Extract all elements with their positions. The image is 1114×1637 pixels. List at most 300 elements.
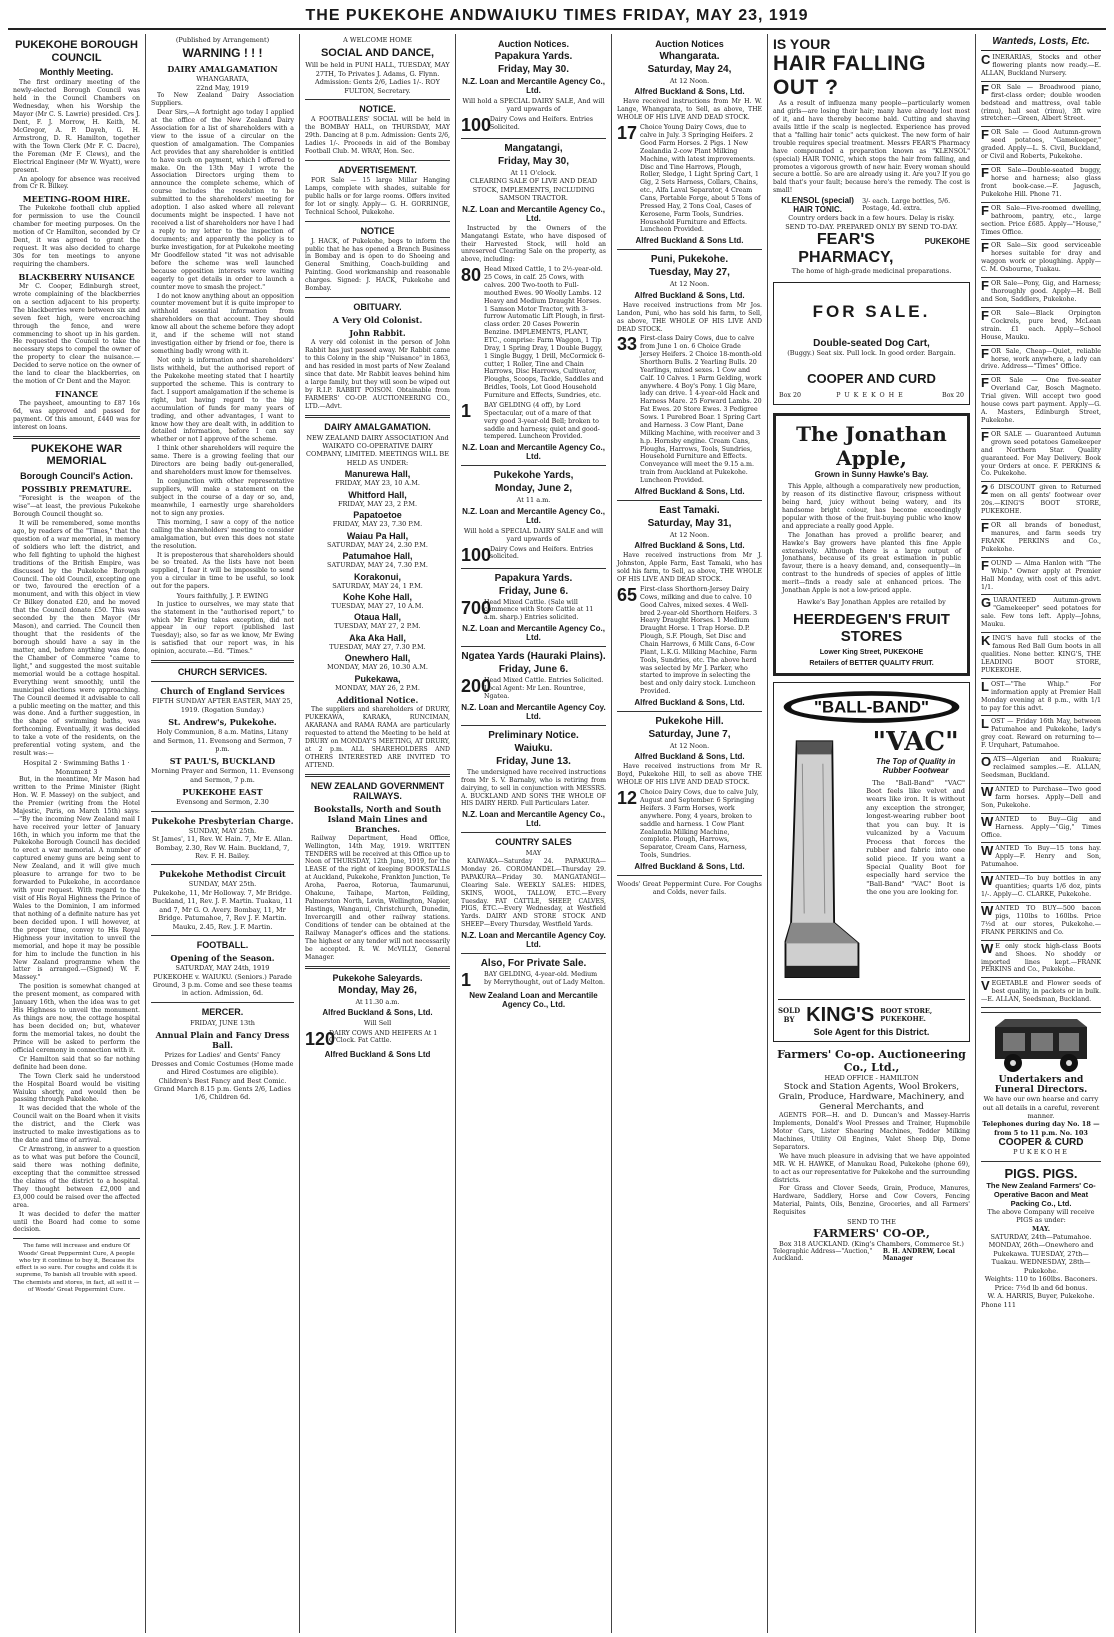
sale-intro: Have received instructions from Mr J. Johnston, Apple Farm, East Tamaki, who has sold his farm, to Sell, as above, THE WHOLE OF HIS LIVE AND DEAD STOCK. <box>617 552 762 584</box>
for-sale-detail: (Buggy.) Seat six. Pull lock. In good order. Bargain. <box>787 348 956 357</box>
sale-place: Whangarata. <box>659 51 720 62</box>
meeting-hall-name: Otaua Hall, <box>353 612 401 623</box>
notice-body: Will be held in PUNI HALL, TUESDAY, MAY 27TH, To Privates J. Adams, G. Flynn. Admission: Gents 2/6, Ladies 1/-. ROY FULTON, Secretary. <box>305 61 450 95</box>
section-heading: POSSIBLY PREMATURE. <box>21 484 132 495</box>
pigs-intro: The above Company will receive PIGS as under: <box>987 1207 1095 1225</box>
classified-ad <box>981 484 1101 516</box>
church-heading: St. Andrew's, Pukekohe. <box>168 717 277 728</box>
kings-row <box>778 999 965 1027</box>
ballband-ad <box>773 682 970 1042</box>
classified-text: ANTED to Purchase—Two good farm horses. Apply—Dell and Son, Pukekohe. <box>981 785 1101 809</box>
classified-text: ANTED to Buy—Gig and Harness. Apply—"Gig," Times Office. <box>981 815 1101 839</box>
auctioneer: N.Z. Loan and Mercantile Agency Co., Ltd. <box>462 810 605 829</box>
paragraph: Cr Hamilton said that so far nothing definite had been done. <box>13 1055 140 1071</box>
divider <box>981 678 1101 679</box>
masthead: THE PUKEKOHE ANDWAIUKU TIMES FRIDAY, MAY 23, 1919 <box>8 4 1106 30</box>
classified-text: OST—"The Whip." For information apply at Premier Hall Monday evening at 8 p.m., with 1/1 to pay for this advt. <box>981 680 1101 712</box>
meeting-hall-name: Pukekawa, <box>354 673 401 684</box>
sale-date: Friday, May 30. <box>498 64 569 75</box>
dateline-date: 22nd May, 1919 <box>196 83 249 92</box>
article-subtitle: Monthly Meeting. <box>39 67 114 78</box>
auctioneer: N.Z. Loan and Mercantile Agency Coy. Ltd. <box>461 931 606 950</box>
classified-ad <box>981 875 1101 899</box>
country-sales-list: KAIWAKA—Saturday 24. PAPAKURA—Monday 26. COROMANDEL—Thursday 29. PAPAKURA—Friday 30. MANGATANGI—Clearing Sale. WEEKLY SALES: HIDES, SKINS, WOOL, TALLOW, ETC.—Every Tuesday. FAT CATTLE, SHEEP, CALVES, PIGS, ETC.—Every Wednesday, at Westfield Yards. DAIRY AND STORE STOCK AND SHEEP—Every Thursday, Westfield Yards. <box>461 857 606 929</box>
sale-time: At 12 Noon. <box>669 530 710 539</box>
church-heading: PUKEKOHE EAST <box>182 787 263 798</box>
boot-illustration <box>778 727 862 997</box>
paragraph: The position is somewhat changed at the present moment, as compared with January 16th, when the idea was to get His Highness to unveil the monument. As things are now, the cottage hospital has been decided on; but, whatever form the memorial takes, no doubt the Prince will be asked to perform the official ceremony in connection with it. <box>13 983 140 1054</box>
classified-initial: F <box>981 375 989 391</box>
divider <box>981 783 1101 784</box>
mercer-title: MERCER. <box>201 1006 244 1017</box>
ball-band-logo <box>778 687 965 727</box>
church-heading: Pukekohe Presbyterian Charge. <box>151 815 294 826</box>
auctioneer: Alfred Buckland & Sons, Ltd. <box>634 87 745 97</box>
divider <box>981 557 1101 558</box>
meeting-hall-time: TUESDAY, MAY 27, 2 P.M. <box>334 622 421 631</box>
auctioneer: N.Z. Loan and Mercantile Agency Co., Ltd. <box>462 204 605 223</box>
classified-ad <box>981 783 1101 810</box>
column-7 <box>976 34 1106 1633</box>
boot-icon <box>778 727 862 997</box>
auctioneer: Alfred Buckland & Sons Ltd <box>324 1049 431 1059</box>
divider <box>151 681 294 682</box>
auctioneer: N.Z. Loan and Mercantile Agency Co., Ltd. <box>462 77 605 95</box>
sale-lot <box>461 402 606 441</box>
classified-initial: L <box>981 716 989 732</box>
section-heading: MEETING-ROOM HIRE. <box>22 194 131 205</box>
classified-ad <box>981 129 1101 161</box>
sale-place: Puni, Pukekohe. <box>650 254 729 266</box>
farmers-coop-ad <box>773 1048 970 1263</box>
classified-initial: V <box>981 978 990 994</box>
fca-agents: AGENTS FOR—H. and D. Duncan's and Massey-Harris Implements, Donald's Wool Presses and Trainer, Hupmobile Motor Cars, Lister Shearing Machines, Tedder Milking Machines, Utility Oil Engines, Valet Sheep Dip, Dome Separators. <box>773 1112 970 1151</box>
fca-box: Box 318 AUCKLAND. (King's Chambers, Commerce St.) <box>779 1239 964 1248</box>
classified-initial: F <box>981 428 989 444</box>
lot-desc: BAY GELDING, 4-year-old. Medium by Merrythought, out of Lady Melton. <box>484 971 605 987</box>
additional-body: The suppliers and shareholders of DRURY, PUKEKAWA, KARAKA, RUNCIMAN, AKARANA and RAMA RAMA are particularly requested to attend the Meeting to be held at DRURY on MONDAY'S MEETING, AT DRURY, at 2 p.m. ALL SHAREHOLDERS AND OTHERS INTERESTED ARE INVITED TO ATTEND. <box>305 706 450 769</box>
classified-ad <box>981 280 1101 304</box>
country-sales-title: COUNTRY SALES <box>495 837 572 848</box>
notice-pre: A WELCOME HOME <box>343 36 412 44</box>
undertakers-phone: Telephones during day No. 18 — from 5 to 11 p.m. No. 103 <box>982 1120 1100 1137</box>
church-heading: Church of England Services <box>160 686 285 697</box>
paragraph: I think other shareholders will require the same. There is a growing feeling that our Directors are being badly out-generalled, and shareholders must know for themselves. <box>151 445 294 477</box>
pigs-title: PIGS. PIGS. <box>1004 1165 1078 1181</box>
sale-intro: Will hold a SPECIAL DAIRY SALE and will yard upwards of <box>463 526 604 544</box>
paragraph: "Foresight is the weapon of the wise"—at least, the previous Pukekohe Borough Council thought so. <box>13 495 140 518</box>
auctioneer: Alfred Buckland & Sons, Ltd. <box>634 290 745 300</box>
sale-date: Saturday, June 7, <box>648 729 731 741</box>
for-sale-box <box>773 282 970 405</box>
divider <box>305 415 450 418</box>
divider <box>305 774 450 777</box>
classified-initial: F <box>981 278 989 294</box>
classified-ad <box>981 242 1101 274</box>
divider <box>305 221 450 222</box>
hair-ad-send: SEND TO-DAY. PREPARED ONLY BY SEND TO-DAY. <box>785 222 958 231</box>
sale-time: At 11 O'clock. <box>510 168 557 177</box>
classified-initial: C <box>981 52 991 67</box>
classified-initial: F <box>981 127 989 143</box>
classified-initial: L <box>981 678 989 694</box>
divider <box>305 99 450 100</box>
hair-ad-body: As a result of influenza many people—particularly women and girls—are losing their hair; many have already lost most of it, and have thereby become bald. Cutting and shaving avails little if the scalp is neglected. Experience has proved that a "falling hair tonic" acts quickest. The new form of hair trouble requires special treatment. Messrs FEAR'S Pharmacy have compounded a preparation known as "KLENSOL" (special) HAIR TONIC, which stops the hair from falling, and promotes a vigorous growth of new hair. Every woman should secure a bottle. So are are already using it. Are you? If you go bald that's your fault; because here's the remedy. The cost is small! <box>773 100 970 195</box>
vac-subtitle: The Top of Quality in Rubber Footwear <box>875 756 956 775</box>
classified-initial: W <box>981 902 994 918</box>
classified-text: OR Sale, Cheap—Quiet, reliable horse, work anywhere, a lady can drive. Address—"Times" Office. <box>981 347 1101 371</box>
classified-initial: F <box>981 307 989 323</box>
lot-count: 100 <box>461 114 492 135</box>
paragraph: The first ordinary meeting of the newly-elected Borough Council was held in the Council Chambers on Wednesday, when his Worship the Mayor (Mr C. S. Lawrie) presided. Crs J. Dent, F. J. Morrow, H. Keith, M. McGregor, A. P. Dayeh, G. H. Armstrong, D. R. Hamilton, together with the Town Clerk (Mr F. C. Dacre), the Foreman (Mr F. Clews), and the Electrical Engineer (Mr W. Wyatt), were present. <box>13 79 140 174</box>
notice-title: NOTICE <box>360 225 395 236</box>
paragraph: An apology for absence was received from Cr R. Bilkey. <box>13 175 140 191</box>
fca-send: SEND TO THE <box>847 1218 896 1227</box>
classified-text: OUND — Alma Hanlon with "The Whip." Owner apply at Premier Hall Monday, with cost of this advt. 1/1. <box>981 559 1101 591</box>
columns <box>8 34 1106 1633</box>
divider <box>617 249 762 250</box>
sale-place: Ngatea Yards (Hauraki Plains). <box>461 651 606 663</box>
classified-ad <box>981 756 1101 780</box>
divider <box>151 935 294 936</box>
lot-count: 65 <box>617 584 638 605</box>
additional-notice: Additional Notice. <box>336 695 419 706</box>
divider <box>981 277 1101 278</box>
classified-initial: F <box>981 240 989 256</box>
sale-place: Papakura Yards. <box>494 51 573 62</box>
divider <box>13 436 140 439</box>
prelim-title: Preliminary Notice. <box>488 729 579 741</box>
country-sales-month: MAY <box>525 849 542 858</box>
apple-subtitle: Grown in Sunny Hawke's Bay. <box>814 470 929 479</box>
divider <box>981 307 1101 308</box>
ball-band-text: "BALL-BAND" <box>813 697 930 717</box>
sale-date: Friday, June 13. <box>496 755 571 767</box>
auctioneer: New Zealand Loan and Mercantile Agency Co., Ltd. <box>469 991 598 1010</box>
notice-body: A FOOTBALLERS' SOCIAL will be held in the BOMBAY HALL, on THURSDAY, MAY 29th. Dancing at 8 p.m. Admission: Gents 2/6, Ladies 1/-. Proceeds in aid of the Bombay Football Club. M. WRAY, Hon. Sec. <box>305 116 450 155</box>
mercer-detail: Prizes for Ladies' and Gents' Fancy Dresses and Comic Costumes (Home made and Hired Costumes are eligible). Children's Best Fancy and Best Comic. Grand March 8.15 p.m. Gents 2/6, Ladies 1/6, Children 6d. <box>151 1051 294 1102</box>
classified-text: OR Sale—Black Orpington Cockrels, pure bred, McLean strain. £1 each. Apply—School House, Mauku. <box>981 309 1101 341</box>
pigs-month: MAY. <box>1032 1224 1050 1233</box>
undertakers-town: PUKEKOHE <box>1013 1148 1069 1157</box>
divider <box>981 940 1101 941</box>
sale-place: Pukekohe Yards, <box>493 470 574 482</box>
meeting-hall-time: FRIDAY, MAY 23, 10 A.M. <box>335 479 420 488</box>
lot-count: 200 <box>461 676 492 697</box>
pigs-phone: Phone 111 <box>981 1300 1016 1309</box>
divider <box>981 753 1101 754</box>
divider <box>461 725 606 726</box>
pharmacy-tagline: The home of high-grade medicinal preparations. <box>791 267 952 276</box>
meeting-hall-time: TUESDAY, MAY 27, 10 A.M. <box>331 601 424 610</box>
football-date: SATURDAY, MAY 24th, 1919 <box>175 964 270 973</box>
divider <box>981 594 1101 595</box>
notice-title: SOCIAL AND DANCE, <box>320 47 435 60</box>
lot-count: 120 <box>305 1028 336 1049</box>
lot-count: 1 <box>461 970 472 991</box>
meeting-hall-time: FRIDAY, MAY 23, 7.30 P.M. <box>332 520 423 529</box>
for-sale-footer <box>779 392 964 399</box>
lot-desc: Dairy Cows and Heifers. Entries Solicited. <box>489 115 593 131</box>
church-detail: Holy Communion, 8 a.m. Matins, Litany and Sermon, 11. Evensong and Sermon, 7 p.m. <box>153 728 292 753</box>
classified-text: ANTED TO BUY—500 bacon pigs, 110lbs to 160lbs. Price 7½d at our stores, Pukekohe.—FRANK PERKINS and Co. <box>981 904 1101 936</box>
lot-desc: First-class Shorthorn-Jersey Dairy Cows, milking and due to calve. 10 Good Calves, mixed sexes. 4 Well-bred 2-year-old Shorthorn Heifers. 3 Heavy Draught Horses. 1 Medium Draught Horse. 1 Trap Horse. D.P. Plough, S.F. Plough, Set Disc and Chain Harrows, 6 Milk Cans, 6-Cow Plant, L.K.G. Milking Machine, Farm Tools, Sundries, etc. The above herd was selected by Mr J. Parker, who started to improve in selecting the best and only dairy stock. Luncheon Provided. <box>640 585 758 696</box>
notice-title: ADVERTISEMENT. <box>338 164 417 175</box>
classified-text: OR all brands of bonedust, manures, and farm seeds try FRANK PERKINS and Co., Pukekohe. <box>981 522 1101 553</box>
heerdegen-tagline: Retailers of BETTER QUALITY FRUIT. <box>809 659 934 667</box>
classified-initial: F <box>981 81 989 97</box>
mercer-event: Annual Plain and Fancy Dress Ball. <box>155 1030 290 1051</box>
divider <box>981 813 1101 814</box>
classified-ad <box>981 81 1101 124</box>
divider <box>981 126 1101 127</box>
classified-ad <box>981 345 1101 372</box>
sale-time: At 11 a.m. <box>516 496 551 505</box>
meeting-hall-time: MONDAY, MAY 26, 2 P.M. <box>335 683 420 692</box>
pigs-company: The New Zealand Farmers' Co-Operative Bacon and Meat Packing Co., Ltd. <box>986 1180 1096 1208</box>
sale-lot <box>461 266 606 400</box>
hair-ad-orders: Country orders back in a few hours. Delay is risky. <box>788 214 955 223</box>
meeting-hall-time: SATURDAY, MAY 24, 1 P.M. <box>332 581 423 590</box>
notice-title: NOTICE. <box>359 104 396 115</box>
paragraph: In conjunction with other representative suppliers, will make a statement on the subject in the course of a day or so, and, meanwhile, I earnestly urge shareholders not to sign any proxies. <box>151 478 294 517</box>
auctioneer: N.Z. Loan and Mercantile Agency Co., Ltd. <box>462 506 605 525</box>
auctioneer: Alfred Buckland & Sons, Ltd. <box>634 486 745 496</box>
fca-title: Farmers' Co-op. Auctioneering Co., Ltd., <box>777 1047 966 1074</box>
section-title: CHURCH SERVICES. <box>177 667 268 678</box>
meeting-hall-name: Patumahoe Hall, <box>342 551 413 562</box>
pharmacy-row <box>773 231 970 267</box>
divider <box>461 832 606 833</box>
column-5 <box>612 34 768 1633</box>
saleyards-title: Pukekohe Saleyards. <box>332 972 423 983</box>
divider <box>151 1002 294 1003</box>
meeting-hall-name: Aka Aka Hall, <box>349 632 406 643</box>
sale-date: Saturday, May 31, <box>647 517 732 529</box>
article-title: WARNING ! ! ! <box>182 46 263 61</box>
pigs-dates: SATURDAY, 24th—Patumahoe. MONDAY, 26th—Onewhero and Pukekawa. TUESDAY, 27th—Tuakau. WEDNESDAY, 28th—Pukekohe. <box>988 1233 1094 1275</box>
lot-count: 12 <box>617 788 638 809</box>
obituary-body: A very old colonist in the person of John Rabbit has just passed away. Mr Rabbit came to this Colony in the ship "Nuisance" in 1863, and has resided in most parts of New Zealand since that date. Mr Rabbit leaves behind him a large family, but they will soon be wiped out by R.I.P. RABBIT POISON. Obtainable from FARMERS' CO-OP. AUCTIONEERING CO., LTD.—Advt. <box>305 339 450 410</box>
classified-text: OR Sale—Pony, Gig, and Harness; thoroughly good. Apply—H. Bell and Son, Saddlers, Pukekohe. <box>981 280 1101 303</box>
meeting-hall-name: Manurewa Hall, <box>344 469 411 480</box>
column-heading: Auction Notices <box>655 39 724 49</box>
paragraph: It will be remembered, some months ago, by readers of the "Times," that the question of a war memorial, in memory of soldiers who left the district, and who fell fighting to uphold the highest traditions of the British Empire, was discussed by the Pukekohe Borough Council. The old Council, excepting one or two, favoured the erection of a monument, and with this object in view Cr Bilkey donated £20, and he moved that the Council donate £50. This was seconded by the then Mayor (Mr Mason), and carried. The Council then thought that the residents of the borough should have a say in the matter, and, before anything was done, the Chamber of Commerce "came to light," and suggested the most suitable memorial would be a cottage hospital. Everything went smoothly, until the municipal elections were approaching. The Council deemed it advisable to call a public meeting on the matter, and this was done. And a further suggestion, in the shape of swimming baths, was forthcoming. Eventually, it was decided to take a vote of the residents, on the preferential voting system, and the result was:— <box>13 519 140 758</box>
vac-title: "VAC" <box>872 726 959 757</box>
notice-body: J. HACK, of Pukekohe, begs to inform the public that he has opened a Branch Business in Bombay and is open to do Shoeing and General Smithing, Coach-building and Painting. Good workmanship and reasonable charges. Signed: J. HACK, Pukekohe and Bombay. <box>305 237 450 293</box>
fca-representative: We have much pleasure in advising that we have appointed MR. W. H. HAWKE, of Manukau Road, Pukekohe (phone 69), to act as our representative for Pukekohe and the surrounding districts. <box>773 1152 970 1184</box>
box-number: Box 20 <box>779 392 801 399</box>
classified-ad <box>981 718 1101 750</box>
apple-body: This Apple, although a comparatively new production, by reason of its distinctive flavour, crispness without being hard, juicy without being watery, and its handsome bright colour, has become exceedingly popular with those of the fruit-buying public who know and appreciate a really good Apple. <box>782 483 961 530</box>
sale-place: East Tamaki. <box>659 504 720 516</box>
sale-date: Friday, May 30, <box>498 155 569 167</box>
sale-lot <box>461 971 606 989</box>
heerdegen-name: HEERDEGEN'S FRUIT STORES <box>793 610 950 645</box>
paragraph: I do not know anything about an opposition counter movement but it is quite improper to withhold essential information from shareholders on that account. They should know all about the scheme before they adopt it, and if the scheme will not stand investigation either by friend or foe, there is something badly wrong with it. <box>151 292 294 356</box>
paragraph: Dear Sirs,—A fortnight ago today I applied at the office of the New Zealand Dairy Association for a list of shareholders with a view to the issue of a circular on the question of amalgamation. The Companies Act provides that any shareholder is entitled to have such on payment, which I offered to make. On the 13th May I wrote the Association Directors urging them to announce the complete scheme, which of course includes the resolution to be submitted to the shareholders' meeting for adoption. I also asked where all relevant documents might be inspected. I have not received a list of shareholders nor have I had a reply to my letter to the inspection of documents; and apparently the policy is to burke investigation, for at Pukekohe meeting Mr Goodfellow stated "it was not advisable before the scheme was well launched because opposition interests were waiting eagerly to get details in order to launch a counter move to smash the project." <box>151 108 294 291</box>
railways-title: NEW ZEALAND GOVERNMENT RAILWAYS. <box>310 780 445 801</box>
divider <box>981 1161 1101 1162</box>
divider <box>981 715 1101 716</box>
article-subtitle: Borough Council's Action. <box>20 471 133 482</box>
sale-date: Monday, June 2, <box>494 483 573 495</box>
auctioneer: Alfred Buckland & Sons, Ltd. <box>634 862 745 871</box>
sale-lot <box>617 789 762 860</box>
notice-body: FOR Sale — 15 large Millar Hanging Lamps, complete with shades, suitable for public halls or for large rooms. Offers invited for lot or singly. Apply— G. H. GORRINGE, Technical School, Pukekohe. <box>305 176 450 216</box>
classified-initial: 2 <box>981 482 989 498</box>
classified-initial: W <box>981 873 994 889</box>
apple-body: The Jonathan has proved a prolific bearer, and Hawke's Bay growers have planted this fine Apple extensively. Although there is a large output of Jonathans, because of its great estimation in public favour, there is a heavy demand, and, consequently—in contrast to the hundreds of species of apples of little merit—finds a ready sale at enhanced prices. The Jonathan Apple is not a low-priced apple. <box>782 531 961 595</box>
pharmacy-town: PUKEKOHE <box>924 237 970 247</box>
box-number: Box 20 <box>942 392 964 399</box>
divider <box>617 711 762 712</box>
classified-text: E only stock high-class Boots and Shoes. No shoddy or imported lines kept.—FRANK PERKINS and Co., Pukekohe. <box>981 942 1101 974</box>
church-detail: FIFTH SUNDAY AFTER EASTER, MAY 25, 1919. (Rogation Sunday.) <box>152 697 293 714</box>
meeting-hall-name: Whitford Hall, <box>348 489 407 500</box>
paragraph: It was decided to defer the matter until the Board had come to some decision. <box>13 1210 140 1234</box>
will-sell: Will Sell <box>363 1019 392 1028</box>
auctioneer: Alfred Buckland & Sons, Ltd. <box>634 752 745 762</box>
classified-text: ING'S have full stocks of the famous Red Ball Gum boots in all qualities. None better. KING'S, THE LEADING BOOT STORE, PUKEKOHE. <box>981 635 1101 674</box>
prelim-body: The undersigned have received instructions from Mr S. V. Barnaby, who is retiring from dairying, to sell in conjunction with MESSRS. A. BUCKLAND AND SONS THE WHOLE OF HIS DAIRY HERD. Full Particulars Later. <box>461 768 606 808</box>
divider <box>981 202 1101 203</box>
pharmacy-name: FEAR'S PHARMACY, <box>798 231 894 267</box>
classified-ad <box>981 167 1101 199</box>
article-title: PUKEKOHE BOROUGH COUNCIL <box>15 39 138 64</box>
church-heading: Pukekohe Methodist Circuit <box>159 869 286 880</box>
column-1 <box>8 34 146 1633</box>
divider <box>461 465 606 466</box>
column-3 <box>300 34 456 1633</box>
undertakers-title: Undertakers and Funeral Directors. <box>994 1075 1088 1096</box>
divider <box>151 811 294 812</box>
sale-intro: Have received instructions from Mr R. Boyd, Pukekohe Hill, to sell as above THE WHOLE OF HIS LIVE AND DEAD STOCK. <box>617 763 762 787</box>
divider <box>981 842 1101 843</box>
obituary-subtitle: A Very Old Colonist. <box>332 315 423 326</box>
classified-initial: F <box>981 202 989 218</box>
lot-desc: DAIRY COWS AND HEIFERS At 1 O'Clock. Fat Cattle. <box>329 1029 438 1045</box>
lot-desc: BAY GELDING (4 off), by Lord Spectacular, out of a mare of that very good 3-year-old Bell; broken to saddle and harness; quiet and good-tempered. Luncheon Provided. <box>484 401 600 441</box>
lot-desc: Dairy Cows and Heifers. Entries solicited. <box>490 545 594 561</box>
meeting-halls <box>305 469 450 692</box>
auctioneer: N.Z. Loan and Mercantile Agency Coy. Ltd. <box>461 702 606 721</box>
classified-initial: W <box>981 940 994 956</box>
classified-text: OR Sale — Good Autumn-grown seed potatoes, "Gamekeeper," graded. Apply—L. S. Civil, Buckland, or Civil and Roberts, Pukekohe. <box>981 129 1101 161</box>
sale-lot <box>617 124 762 234</box>
church-detail: St James', 11, Rev. W. Hain. 7, Mr E. Allan. Bombay, 2.30, Rev W. Hain. Buckland, 7, Rev. F. H. Bailey. <box>152 835 293 861</box>
lot-count: 33 <box>617 334 638 355</box>
auctioneer: N.Z. Loan and Mercantile Agency Co., Ltd. <box>462 624 605 643</box>
paragraph: It is preposterous that shareholders should be so treated. As the lists have not been supplied, I fear it will be impossible to send you a circular in time to be useful, so look out for the papers. <box>151 551 294 591</box>
meeting-hall-name: Kohe Kohe Hall, <box>342 591 412 602</box>
classified-ad <box>981 377 1101 425</box>
kings-name: KING'S <box>806 1003 875 1026</box>
fca-manager: B. H. ANDREW, Local Manager <box>882 1248 955 1263</box>
classified-text: OR Sale—Six good serviceable horses suitable for dray and waggon work or ploughing. Apply—C. M. Osbourne, Tuakau. <box>981 242 1101 274</box>
fca-head-office: HEAD OFFICE - HAMILTON <box>824 1073 919 1082</box>
private-sale-title: Also, For Private Sale. <box>480 958 587 970</box>
auctioneer: Alfred Buckland & Sons, Ltd. <box>322 1008 433 1018</box>
classified-ad <box>981 522 1101 554</box>
railways-body: Railway Department, Head Office, Wellington, 14th May, 1919. WRITTEN TENDERS will be received at this Office up to Noon of THURSDAY, 12th June, 1919, for the LEASE of the right of keeping BOOKSTALLS at Auckland, Pukekohe, Frankton Junction, Te Aroha, Paeroa, Rotorua, Taumarunui, Ohakune, Taihape, Marton, Feilding, Palmerston North, Levin, Wellington, Napier, Hastings, Wanganui, Christchurch, Dunedin, Invercargill and other railway stations. Conditions of tender can be obtained at the Railway Manager's offices and the stations. The highest or any tender will not necessarily be accepted. R. W. McVILLY, General Manager. <box>305 834 450 961</box>
sale-intro: Have received instructions from Mr Jos. Landon, Puni, who has sold his farm, to Sell, as above, THE WHOLE OF HIS LIVE AND DEAD STOCK. <box>617 301 762 333</box>
paragraph: Cr Armstrong, in answer to a question as to what was put before the Council, said there was nothing definite, excepting that the committee stressed the claims of the district to a hospital. They thought between £2,000 and £3,000 could be raised over the affected area. <box>13 1146 140 1209</box>
article-title: PUKEKOHE WAR MEMORIAL <box>30 442 123 468</box>
classified-initial: F <box>981 520 989 536</box>
classified-ad <box>981 678 1101 713</box>
paragraph: The Town Clerk said he understood the Hospital Board would be visiting Waiuku shortly, and would then be passing through Pukekohe. <box>13 1072 140 1104</box>
paragraph: The paysheet, amounting to £87 16s 6d, was approved and passed for payment. Of this amount, £440 was for interest on loans. <box>13 400 140 431</box>
byline: (Published by Arrangement) <box>175 36 270 44</box>
vac-body: The "Ball-Band" "VAC" Boot feels like velvet and wears like iron. It is without any exception the stronger, longest-wearing rubber boot that you can buy. It is vulcanized by a Vacuum Process that forces the rubber and fabric into one solid piece. If you want a Special Quality Boot for especially hard service the "Ball-Band" "VAC" Boot is the one you are looking for. <box>866 778 965 897</box>
article-subtitle: DAIRY AMALGAMATION <box>167 64 278 75</box>
classified-initial: O <box>981 754 992 770</box>
undertakers-firm: COOPER & CURD <box>998 1137 1084 1149</box>
dateline-place: WHANGARATA, <box>196 75 249 84</box>
meeting-hall-name: Papatoetoe <box>353 510 402 521</box>
classified-initial: W <box>981 783 994 799</box>
sale-date: Friday, June 6. <box>498 585 569 597</box>
dairy-body: NEW ZEALAND DAIRY ASSOCIATION And WAIKATO CO-OPERATIVE DAIRY COMPANY, LIMITED. MEETINGS WILL BE HELD AS UNDER: <box>306 433 449 467</box>
classified-text: EGETABLE and Flower seeds of best quality, in packets or in bulk.—E. ALLAN, Seedsman, Buckland. <box>981 980 1101 1004</box>
lot-desc: Choice Dairy Cows, due to calve July, August and September. 6 Springing Heifers. 3 Farm Horses, work anywhere. Pony, 4 years, broken to saddle and harness. 1 Cow Plant Zealandia Milking Machine, complete. Plough, Harrows, Separator, Cream Cans, Harness, Tools, Sundries. <box>640 789 759 860</box>
paragraph: It was decided that the whole of the Council wait on the Board when it visits the district, and the Clerk was instructed to make investigations as to the date and time of arrival. <box>13 1105 140 1145</box>
sale-date: Tuesday, May 27, <box>649 267 730 279</box>
classified-text: OR Sale—Five-roomed dwelling, bathroom, pantry, etc., large section. Price £685. Apply—"House," Times Office. <box>981 204 1101 236</box>
football-title: FOOTBALL. <box>196 940 249 951</box>
newspaper-page <box>8 4 1106 1633</box>
mercer-date: FRIDAY, JUNE 13th <box>190 1018 255 1027</box>
classified-ad <box>981 813 1101 840</box>
lot-desc: Choice Young Dairy Cows, due to calve in July. 3 Springing Heifers. 2 Good Farm Horses. 2 Pigs. 1 New Zealandia 2-cow Plant Milking Machine, with latest improvements. Disc and Tine Harrows, Plough, Roller, Sledge, 1 Light Spring Cart, 1 Gig, 2 Sets Harness, Collars, Chains, etc., Alfa Laval Separator, 4 Cream Cans, Portable Forge, about 5 Tons of Pressed Hay, 2 Tons Coal, Cases of Kerosene, Farm Tools, Sundries. Household Furniture and Effects. Luncheon Provided. <box>640 124 761 234</box>
hair-tonic-name: KLENSOL (special) HAIR TONIC. <box>781 196 854 215</box>
fca-products: For Grass and Clover Seeds, Grain, Produce, Manures, Hardware, Saddlery, Horse and Cow Covers, Fencing Material, Paints, Oils, Benzine, Groceries, and all Farmers' Requisites <box>773 1185 970 1217</box>
footer-ad: Woods' Great Peppermint Cure. For Coughs and Colds, never fails. <box>617 880 762 897</box>
classified-text: ANTED To Buy—15 tons hay. Apply—F. Henry and Son, Patumahoe. <box>981 845 1101 869</box>
meeting-hall-time: FRIDAY, MAY 23, 2 P.M. <box>337 499 418 508</box>
hair-ad-price-row <box>773 196 970 214</box>
sale-place: Papakura Yards. <box>494 572 573 584</box>
sale-lot <box>461 599 606 623</box>
classified-initial: W <box>981 843 994 859</box>
classified-text: ATS—Algerian and Ruakura; reclaimed samples.—E. ALLAN, Seedsman, Buckland. <box>981 756 1101 779</box>
football-detail: PUKEKOHE v. WAIUKU. (Seniors.) Parade Ground, 3 p.m. Come and see these teams in action. Admission, 6d. <box>152 972 293 998</box>
divider <box>461 138 606 139</box>
classified-ad <box>981 597 1101 629</box>
meeting-hall-time: TUESDAY, MAY 27, 7.30 P.M. <box>329 642 426 651</box>
divider <box>981 977 1101 978</box>
lot-count: 1 <box>461 400 472 421</box>
divider <box>617 500 762 501</box>
sale-intro: Instructed by the Owners of the Mangatangi Estate, who have disposed of their Harvested Stock, will hold an unreserved Clearing Sale on the property, as above, including: <box>461 224 606 264</box>
sale-lot <box>461 677 606 701</box>
sale-place: Pukekohe Hill. <box>655 716 724 728</box>
classified-ad <box>981 428 1101 479</box>
sold-by: SOLD BY <box>778 1006 801 1025</box>
classified-initial: F <box>981 557 989 573</box>
vote-result: Hospital 2 · Swimming Baths 1 · Monument 3 <box>23 759 130 776</box>
divider <box>305 160 450 161</box>
paragraph: But, in the meantime, Mr Mason had written to the Prime Minister (Right Hon. W. F. Massey) on the subject, and the Premier (writing from the Hotel Majestic, Paris, on March 15th) says:—"By the incoming New Zealand mail I have received your letter of January 16th, in which you inform me that the Pukekohe Borough Council has decided to erect a war memorial. A number of captured enemy guns are being sent to New Zealand, and it will give much pleasure to arrange for two to be forwarded to Pukekohe, in accordance with your request. With regard to the visit of His Royal Highness the Prince of Wales to the Dominion, I am informed that nothing of a definite nature has yet been decided upon. I will however, at the proper time, convey to His Royal Highness your invitation to unveil the memorial, and hope it may be possible for him to include the function in his New Zealand programme when the latter is arranged.—(Signed) W. F. Massey." <box>13 775 140 982</box>
dairy-title: DAIRY AMALGAMATION. <box>324 421 431 432</box>
sale-lot <box>461 116 606 134</box>
classified-ad <box>981 54 1101 78</box>
hair-ad-title: HAIR FALLING OUT ? <box>773 52 926 99</box>
editor-note: In justice to ourselves, we may state that the statement in the "authorised report," to which Mr Ewing takes exception, did not appear in our report (published last Tuesday); also, so far as we know, Mr Ewing is satisfied that our report was, in his opinion, accurate.—Ed. "Times." <box>151 600 294 656</box>
divider <box>981 1007 1101 1008</box>
divider <box>461 646 606 647</box>
